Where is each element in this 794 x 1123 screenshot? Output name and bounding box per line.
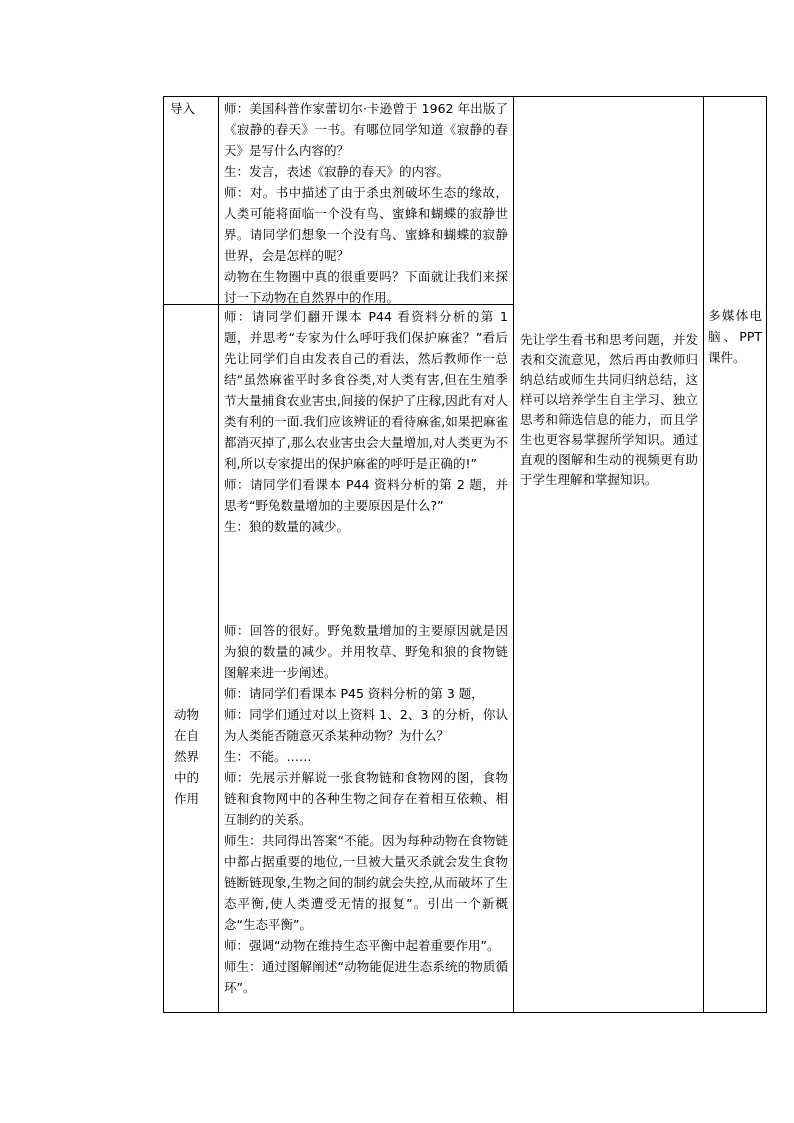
process-cell-animal-part1 [224,306,508,537]
animal-paragraph-9: 师生：共同得出答案“不能。因为每种动物在食物链中都占据重要的地位,一旦被大量灭杀就会发生食物链断链现象,生物之间的制约就会失控,从而破坏了生态平衡,使人类遭受无情的报复”。引出一个新概念“生态平衡”。 [224,833,508,932]
table-divider-1 [218,96,219,1013]
table-border-left [163,96,164,1013]
table-divider-3 [703,96,704,1013]
animal-paragraph-2: 师：请同学们看课本 P44 资料分析的第 2 题，并思考“野兔数量增加的主要原因是什么?” [224,477,508,513]
stage-label-line: 中的 [174,770,200,785]
process-cell-animal-part2 [224,620,508,998]
animal-paragraph-11: 师生：通过图解阐述“动物能促进生态系统的物质循环”。 [224,959,508,995]
animal-paragraph-7: 生：不能。…… [224,749,312,764]
stage-label-intro: 导入 [170,101,196,116]
table-border-right [766,96,767,1013]
media-cell: 多媒体电脑、PPT 课件。 [708,308,762,365]
intro-paragraph-3: 师：对。书中描述了由于杀虫剂破坏生态的缘故，人类可能将面临一个没有鸟、蜜蜂和蝴蝶的寂静世界。请同学们想象一个没有鸟、蜜蜂和蝴蝶的寂静世界，会是怎样的呢？ [224,185,508,263]
animal-paragraph-4: 师：回答的很好。野兔数量增加的主要原因就是因为狼的数量的减少。并用牧草、野兔和狼的食物链图解来进一步阐述。 [224,623,508,680]
intro-paragraph-4: 动物在生物圈中真的很重要吗？下面就让我们来探讨一下动物在自然界中的作用。 [224,269,508,305]
animal-paragraph-1: 师：请同学们翻开课本 P44 看资料分析的第 1 题，并思考“专家为什么呼吁我们保护麻雀？”看后先让同学们自由发表自己的看法，然后教师作一总结“虽然麻雀平时多食谷类,对人类有害,但在生殖季节大量捕食农业害虫,间接的保护了庄稼,因此有对人类有利的一面.我们应该辨证的看待麻雀,如果把麻雀都消灭掉了,那么农业害虫会大量增加,对人类更为不利,所以专家提出的保护麻雀的呼吁是正确的!” [224,309,508,471]
animal-paragraph-3: 生：狼的数量的减少。 [224,519,350,534]
stage-label-line: 动物 [174,707,200,722]
intro-paragraph-1: 师：美国科普作家蕾切尔·卡逊曾于 1962 年出版了《寂静的春天》一书。有哪位同学知道《寂静的春天》是写什么内容的？ [224,101,508,158]
animal-paragraph-10: 师：强调“动物在维持生态平衡中起着重要作用”。 [224,938,500,953]
animal-paragraph-5: 师：请同学们看课本 P45 资料分析的第 3 题， [224,686,484,701]
table-divider-2 [513,96,514,1013]
table-border-bottom [163,1012,767,1013]
stage-label-animal-role [174,704,214,809]
process-cell-intro [224,98,508,308]
animal-paragraph-6: 师：同学们通过对以上资料 1、2、3 的分析，你认为人类能否随意灭杀某种动物？为什么？ [224,707,508,743]
design-intent-cell: 先让学生看书和思考问题，并发表和交流意见，然后再由教师归纳总结或师生共同归纳总结，这样可以培养学生自主学习、独立思考和筛选信息的能力，而且学生也更容易掌握所学知识。通过直观的图解和生动的视频更有助于学生理解和掌握知识。 [520,332,698,487]
animal-paragraph-8: 师：先展示并解说一张食物链和食物网的图，食物链和食物网中的各种生物之间存在着相互依赖、相互制约的关系。 [224,770,508,827]
intro-paragraph-2: 生：发言，表述《寂静的春天》的内容。 [224,164,450,179]
table-border-top [163,96,767,97]
stage-label-line: 在自 [174,728,200,743]
stage-label-line: 然界 [174,749,200,764]
stage-label-line: 作用 [174,791,200,806]
